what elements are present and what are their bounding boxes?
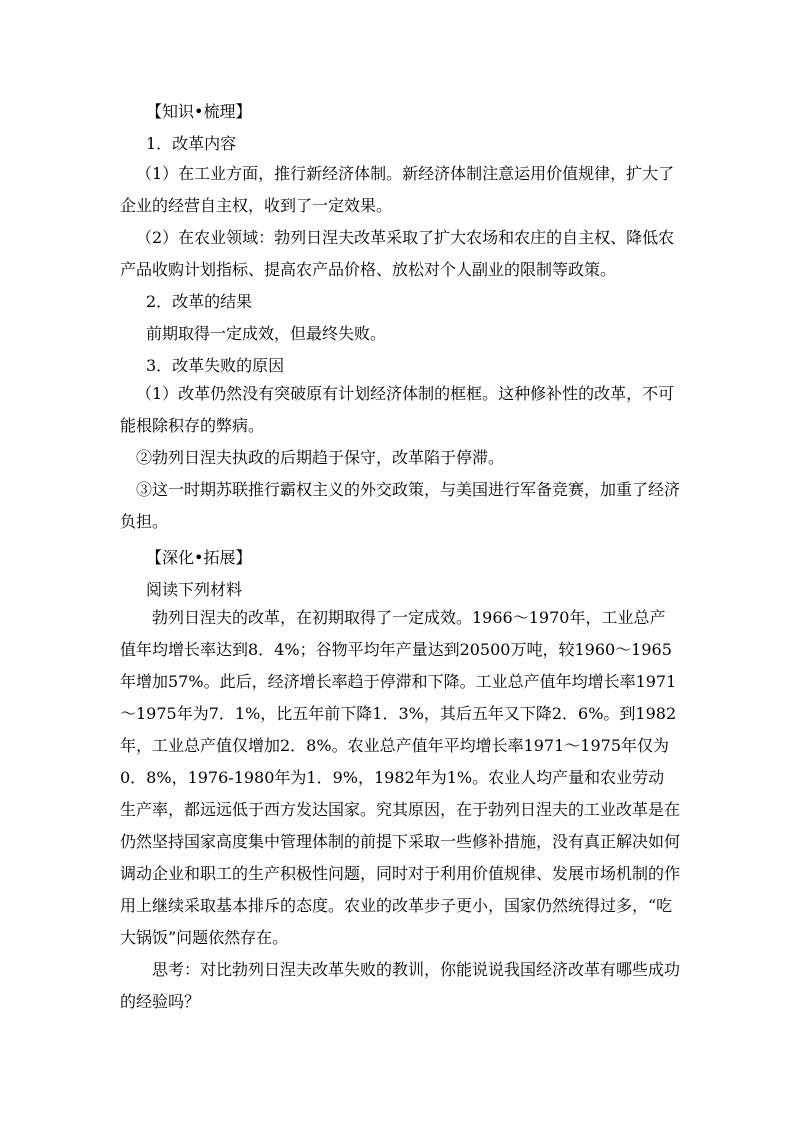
item3-paragraph2: ②勃列日涅夫执政的后期趋于保守，改革陷于停滞。 bbox=[136, 448, 505, 467]
extension-material: 勃列日涅夫的改革，在初期取得了一定成效。1966～1970年，工业总产值年均增长率达到8．4%；谷物平均年产量达到20500万吨，较1960～1965年增加57%。此后，经济增长率趋于停滞和下降。工业总产值年均增长率1971～1975年为7．1%，比五年前下降1．3%，其后五年又下降2．6%。到1982年，工业总产值仅增加2．8%。农业总产值年平均增长率1971～1975年仅为0．8%，1976-1980年为1．9%，1982年为1%。农业人均产量和农业劳动生产率，都远远低于西方发达国家。究其原因，在于勃列日涅夫的工业改革是在仍然坚持国家高度集中管理体制的前提下采取一些修补措施，没有真正解决如何调动企业和职工的生产积极性问题，同时对于利用价值规律、发展市场机制的作用上继续采取基本排斥的态度。农业的改革步子更小，国家仍然统得过多，“吃大锅饭”问题依然存在。 bbox=[120, 608, 681, 947]
item3-paragraph1: （1）改革仍然没有突破原有计划经济体制的框框。这种修补性的改革，不可能根除积存的弊病。 bbox=[120, 384, 675, 435]
item2-title: 2．改革的结果 bbox=[146, 292, 253, 311]
item3-paragraph3: ③这一时期苏联推行霸权主义的外交政策，与美国进行军备竞赛，加重了经济负担。 bbox=[120, 480, 681, 531]
item2-paragraph: 前期取得一定成效，但最终失败。 bbox=[146, 324, 387, 343]
item3-title: 3．改革失败的原因 bbox=[146, 356, 285, 375]
extension-intro: 阅读下列材料 bbox=[146, 580, 243, 599]
knowledge-heading: 【知识•梳理】 bbox=[146, 102, 252, 121]
extension-heading: 【深化•拓展】 bbox=[146, 548, 252, 567]
extension-question: 思考：对比勃列日涅夫改革失败的教训，你能说说我国经济改革有哪些成功的经验吗？ bbox=[120, 960, 681, 1011]
item1-title: 1．改革内容 bbox=[146, 134, 237, 153]
item1-paragraph1: （1）在工业方面，推行新经济体制。新经济体制注意运用价值规律，扩大了企业的经营自主权，收到了一定效果。 bbox=[120, 164, 675, 215]
item1-paragraph2: （2）在农业领域：勃列日涅夫改革采取了扩大农场和农庄的自主权、降低农产品收购计划指标、提高农产品价格、放松对个人副业的限制等政策。 bbox=[120, 228, 675, 279]
